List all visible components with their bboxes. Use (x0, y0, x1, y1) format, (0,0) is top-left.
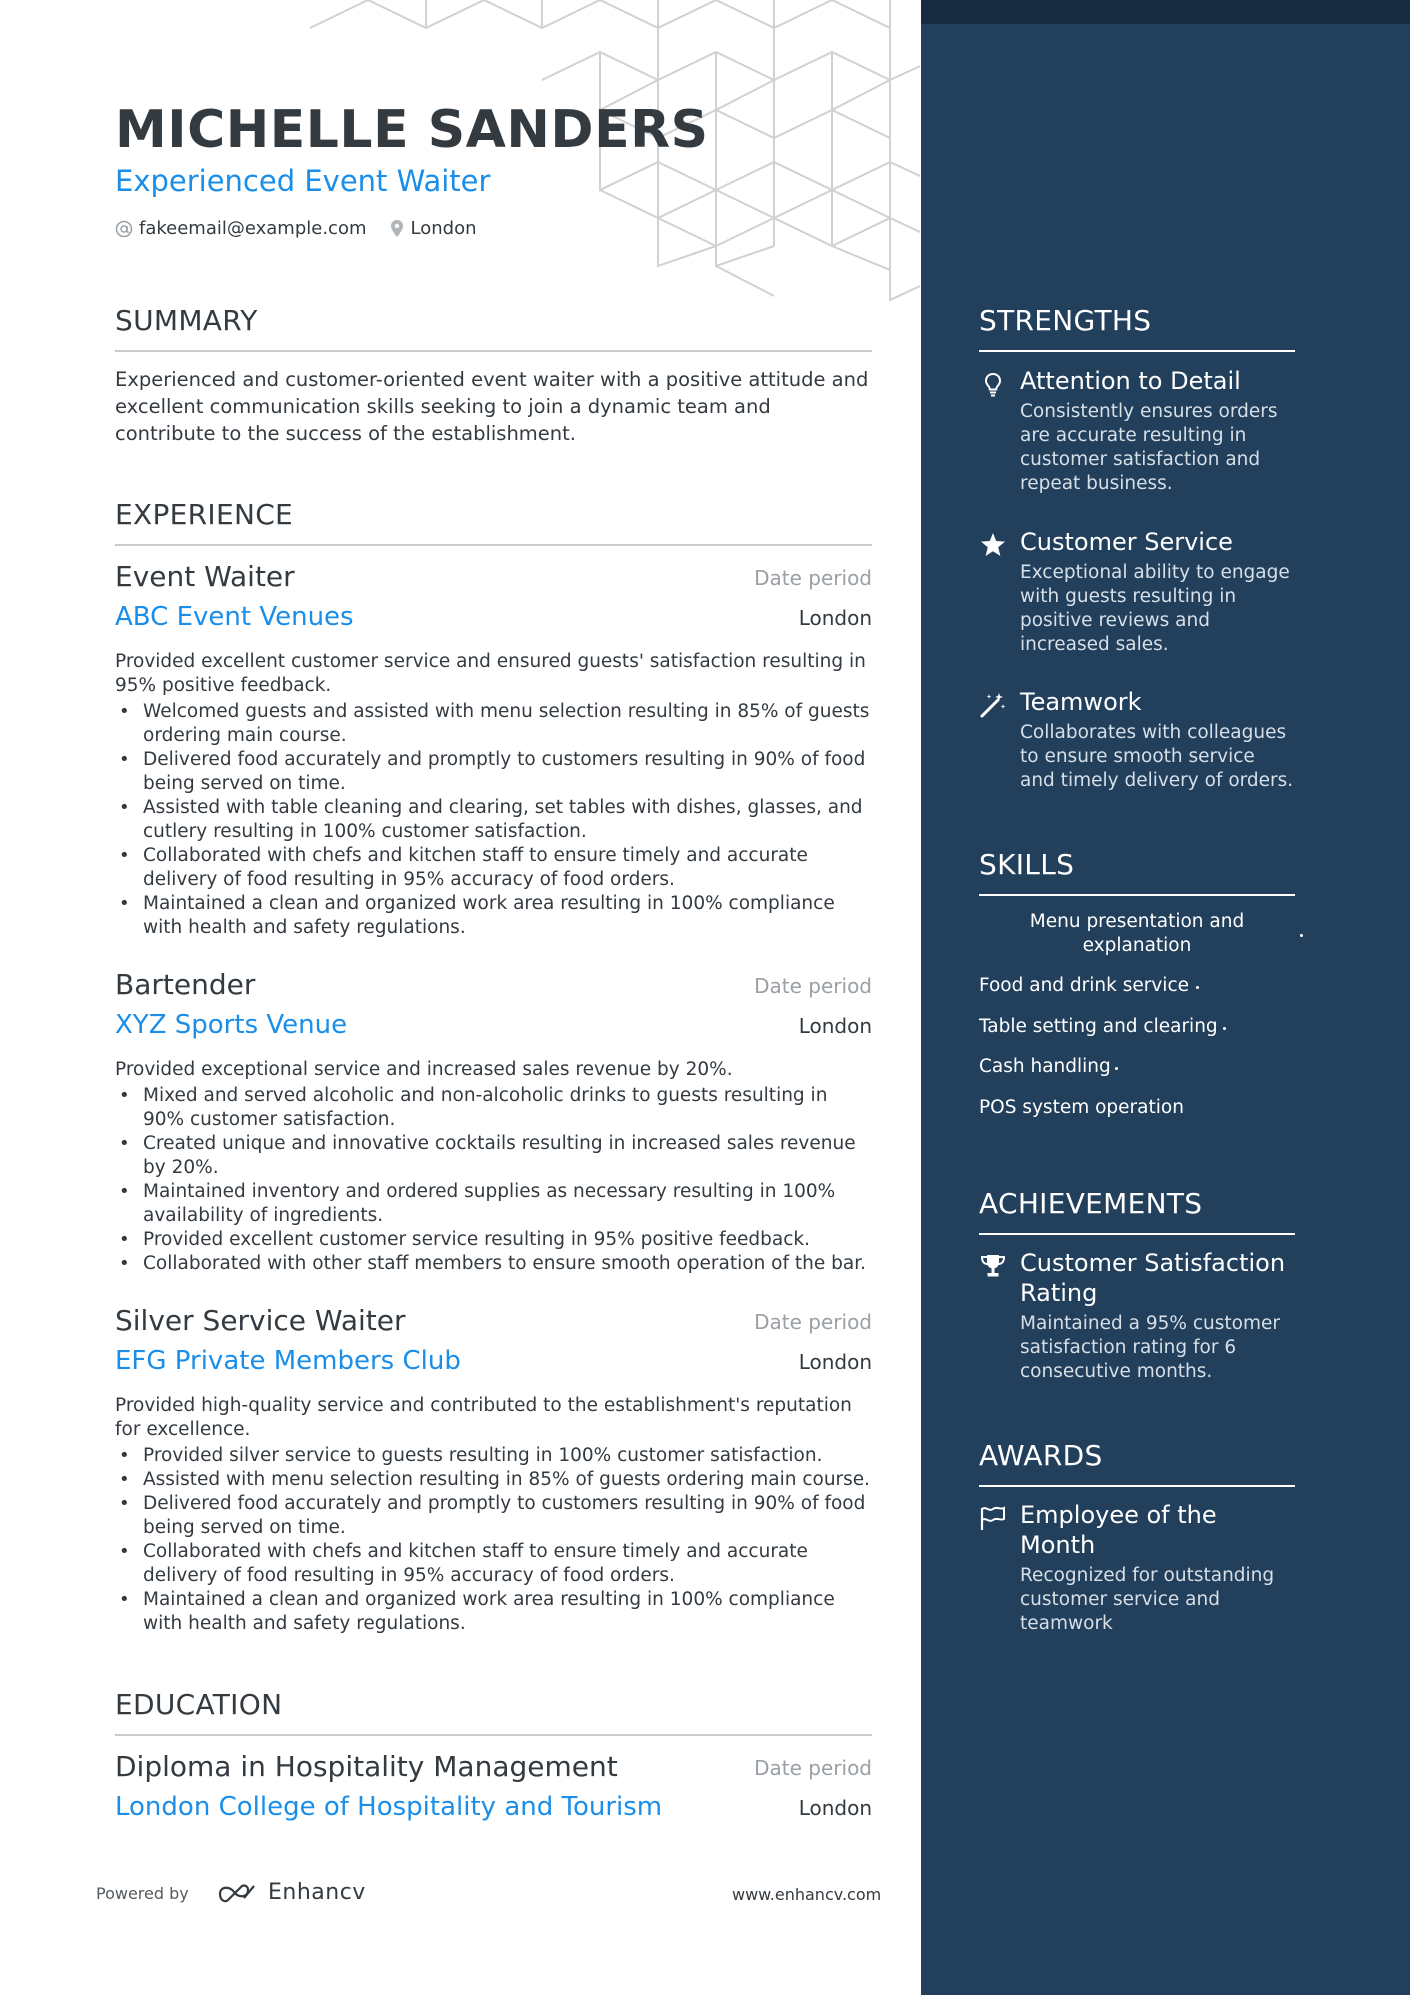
strength-item (979, 687, 1295, 793)
experience-divider (115, 544, 872, 546)
job-bullet: • Mixed and served alcoholic and non-alcoholic drinks to guests resulting in 90% customer satisfaction. (115, 1084, 872, 1132)
trophy-icon (979, 1252, 1007, 1280)
job-bullet: • Collaborated with chefs and kitchen staff to ensure timely and accurate delivery of food resulting in 95% accuracy of food orders. (115, 844, 872, 892)
job-bullet: • Maintained inventory and ordered supplies as necessary resulting in 100% availability of ingredients. (115, 1180, 872, 1228)
job-bullets (115, 1444, 872, 1636)
job-bullet: • Assisted with table cleaning and clearing, set tables with dishes, glasses, and cutlery resulting in 100% customer satisfaction. (115, 796, 872, 844)
job-bullet: • Delivered food accurately and promptly to customers resulting in 90% of food being served on time. (115, 1492, 872, 1540)
job-title: Bartender (115, 968, 256, 1001)
experience-heading: EXPERIENCE (115, 498, 294, 531)
strength-item (979, 527, 1295, 657)
job-date: Date period (754, 566, 872, 590)
job-bullet: • Provided silver service to guests resulting in 100% customer satisfaction. (115, 1444, 872, 1468)
skill-item: Table setting and clearing (979, 1016, 1218, 1037)
achievement-description: Maintained a 95% customer satisfaction rating for 6 consecutive months. (1020, 1313, 1280, 1382)
job-bullet: • Collaborated with chefs and kitchen staff to ensure timely and accurate delivery of food resulting in 95% accuracy of food orders. (115, 1540, 872, 1588)
footer-powered-by: Powered by (96, 1884, 189, 1903)
education-school: London College of Hospitality and Tourism (115, 1792, 663, 1822)
education-degree: Diploma in Hospitality Management (115, 1750, 618, 1783)
skills-divider (979, 894, 1295, 896)
summary-text: Experienced and customer-oriented event waiter with a positive attitude and excellent communication skills seeking to join a dynamic team and contribute to the success of the establishment. (115, 368, 869, 445)
job-description: Provided exceptional service and increased sales revenue by 20%. (115, 1059, 733, 1080)
job-entry (115, 968, 872, 1276)
enhancv-logo[interactable] (214, 1878, 366, 1906)
strength-title: Attention to Detail (1020, 367, 1241, 395)
award-title: Employee of the Month (1020, 1501, 1217, 1559)
strength-description: Exceptional ability to engage with guests resulting in positive reviews and increased sales. (1020, 562, 1290, 655)
job-location: London (798, 606, 872, 630)
job-title: Silver Service Waiter (115, 1304, 406, 1337)
achievement-title: Customer Satisfaction Rating (1020, 1249, 1286, 1307)
skill-separator-dot (1223, 1027, 1226, 1030)
job-location: London (798, 1014, 872, 1038)
contact-row (115, 218, 499, 239)
job-company: XYZ Sports Venue (115, 1010, 348, 1040)
job-date: Date period (754, 1310, 872, 1334)
skill-item: Food and drink service (979, 975, 1190, 996)
skill-separator-dot (1196, 986, 1199, 989)
footer-url[interactable]: www.enhancv.com (732, 1885, 882, 1904)
job-bullets (115, 1084, 872, 1276)
summary-heading: SUMMARY (115, 304, 258, 337)
award-item (979, 1500, 1295, 1636)
sidebar-background (921, 0, 1410, 1995)
skill-item: POS system operation (979, 1097, 1184, 1118)
job-bullet: • Provided excellent customer service resulting in 95% positive feedback. (115, 1228, 872, 1252)
job-company: EFG Private Members Club (115, 1346, 461, 1376)
education-date: Date period (754, 1756, 872, 1780)
job-bullet: • Assisted with menu selection resulting in 85% of guests ordering main course. (115, 1468, 872, 1492)
strengths-heading: STRENGTHS (979, 304, 1152, 337)
achievement-item (979, 1248, 1295, 1384)
award-description: Recognized for outstanding customer service and teamwork (1020, 1565, 1275, 1634)
achievements-divider (979, 1233, 1295, 1235)
job-bullet: • Maintained a clean and organized work area resulting in 100% compliance with health and safety regulations. (115, 1588, 872, 1636)
skill-item: Cash handling (979, 1056, 1111, 1077)
location-pin-icon (389, 219, 405, 239)
lightbulb-icon (979, 370, 1007, 398)
job-title: Event Waiter (115, 560, 295, 593)
strength-title: Teamwork (1020, 688, 1142, 716)
job-entry (115, 1304, 872, 1636)
candidate-title: Experienced Event Waiter (115, 164, 491, 198)
skills-heading: SKILLS (979, 848, 1075, 881)
job-entry (115, 560, 872, 940)
strength-title: Customer Service (1020, 528, 1233, 556)
job-bullet: • Delivered food accurately and promptly to customers resulting in 90% of food being served on time. (115, 748, 872, 796)
strengths-divider (979, 350, 1295, 352)
awards-divider (979, 1485, 1295, 1487)
education-divider (115, 1734, 872, 1736)
skill-separator-dot (1115, 1067, 1118, 1070)
flag-icon (979, 1504, 1007, 1532)
achievements-heading: ACHIEVEMENTS (979, 1187, 1203, 1220)
candidate-name: MICHELLE SANDERS (115, 100, 709, 160)
strength-item (979, 366, 1295, 496)
job-company: ABC Event Venues (115, 602, 354, 632)
location-text: London (410, 218, 477, 239)
education-entry (115, 1750, 872, 1834)
skill-separator-dot (1300, 934, 1303, 937)
contact-email[interactable] (115, 218, 367, 239)
job-bullets (115, 700, 872, 940)
at-sign-icon (115, 220, 133, 238)
education-location: London (798, 1796, 872, 1820)
sidebar-top-bar (921, 0, 1410, 24)
summary-divider (115, 350, 872, 352)
job-description: Provided excellent customer service and ensured guests' satisfaction resulting in 95% positive feedback. (115, 651, 866, 696)
job-bullet: • Created unique and innovative cocktails resulting in increased sales revenue by 20%. (115, 1132, 872, 1180)
job-bullet: • Maintained a clean and organized work area resulting in 100% compliance with health and safety regulations. (115, 892, 872, 940)
job-date: Date period (754, 974, 872, 998)
strength-description: Consistently ensures orders are accurate resulting in customer satisfaction and repeat business. (1020, 401, 1278, 494)
skill-item: Menu presentation and explanation (1029, 911, 1245, 956)
education-heading: EDUCATION (115, 1688, 283, 1721)
star-icon (979, 531, 1007, 559)
enhancv-brand: Enhancv (268, 1879, 366, 1905)
email-text: fakeemail@example.com (139, 218, 367, 239)
contact-location (389, 218, 477, 239)
job-description: Provided high-quality service and contributed to the establishment's reputation for excellence. (115, 1395, 852, 1440)
awards-heading: AWARDS (979, 1439, 1103, 1472)
job-location: London (798, 1350, 872, 1374)
magic-wand-icon (979, 691, 1007, 719)
job-bullet: • Welcomed guests and assisted with menu selection resulting in 85% of guests ordering main course. (115, 700, 872, 748)
strength-description: Collaborates with colleagues to ensure smooth service and timely delivery of orders. (1020, 722, 1294, 791)
enhancv-logo-icon (214, 1878, 260, 1906)
job-bullet: • Collaborated with other staff members to ensure smooth operation of the bar. (115, 1252, 872, 1276)
